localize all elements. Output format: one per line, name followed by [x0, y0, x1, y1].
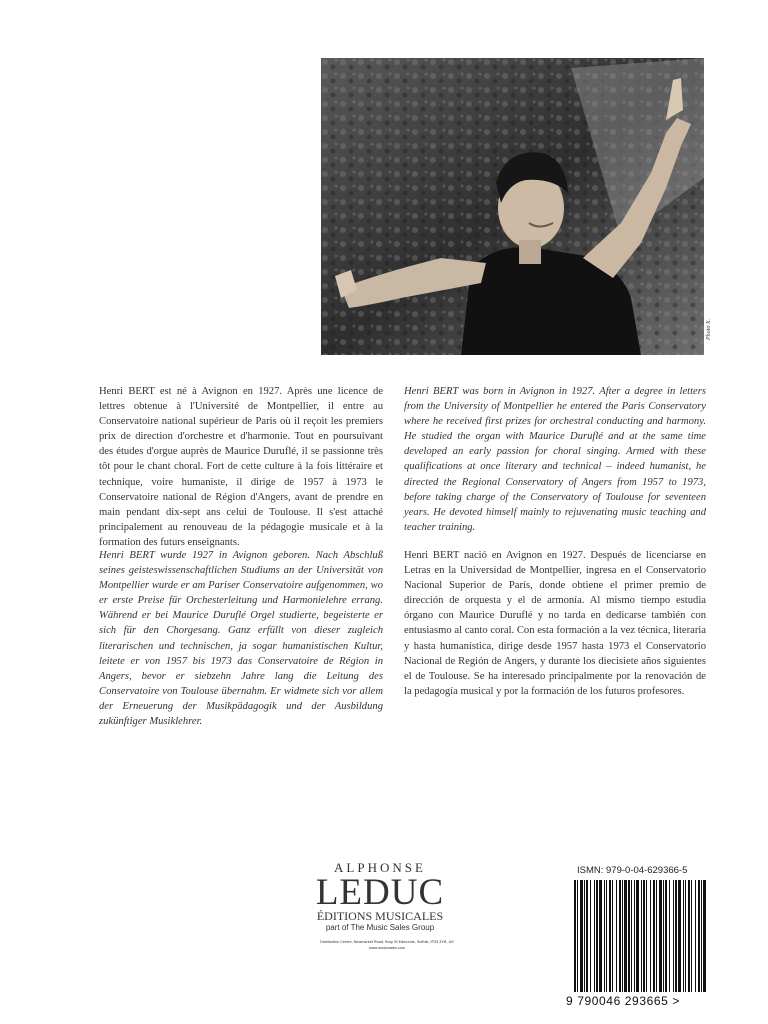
barcode-bar [650, 880, 651, 992]
barcode-bar [574, 880, 576, 992]
barcode-bar [683, 880, 684, 992]
barcode-bar [653, 880, 655, 992]
barcode-bar [612, 880, 613, 992]
barcode-bar [673, 880, 674, 992]
barcode-bar [685, 880, 686, 992]
barcode-bar [580, 880, 583, 992]
barcode-bar [701, 880, 702, 992]
barcode-bar [594, 880, 595, 992]
barcode-bar [586, 880, 588, 992]
barcode-bar [695, 880, 696, 992]
publisher-name-line2: LEDUC [315, 872, 445, 913]
ismn-number: ISMN: 979-0-04-629366-5 [577, 865, 688, 876]
biography-french: Henri BERT est né à Avignon en 1927. Après une licence de lettres obtenue à l'Université de Montpellier, il entre au Conservatoire national supérieur de Paris où il reçoit les premiers prix de direction d'orchestre et d'harmonie. Tout en poursuivant des études d'orgue auprès de Maurice Duruflé, il se passionne très tôt pour le chant choral. Fort de cette culture à la fois littéraire et technique, voire humaniste, il dirige de 1957 à 1973 le Conservatoire national de Région d'Angers, avant de prendre en main pendant dix-sept ans celui de Toulouse. Il s'est attaché principalement au renouveau de la pédagogie musicale et à la formation des futurs enseignants. [99, 386, 383, 548]
barcode-bar [584, 880, 585, 992]
barcode-bar [577, 880, 578, 992]
barcode-bar [609, 880, 611, 992]
barcode-bar [634, 880, 635, 992]
barcode-bar [663, 880, 664, 992]
barcode-bar [628, 880, 630, 992]
barcode-bar [590, 880, 591, 992]
barcode-bar [659, 880, 662, 992]
barcode-bar [665, 880, 667, 992]
publisher-distribution-address: Distribution Centre, Newmarket Road, Bury St Edmunds, Suffolk, IP33 3YB, UK [320, 940, 454, 944]
conductor-photo [321, 58, 704, 355]
barcode-bar [622, 880, 623, 992]
biography-english: Henri BERT was born in Avignon in 1927. After a degree in letters from the University of Montpellier he entered the Paris Conservatory where he received first prizes for orchestral conducting and harmony. He studied the organ with Maurice Duruflé and at the same time developed an early passion for choral singing. Armed with these qualifications at once literary and technical – indeed humanist, he directed the Regional Conservatory of Angers from 1957 to 1973, before taking charge of the Conservatory of Toulouse for seventeen years. He devoted himself mainly to rejuvenating music teaching and teacher training. [404, 386, 706, 533]
barcode-bar [698, 880, 700, 992]
publisher-website: www.musicsales.com [368, 946, 406, 950]
barcode-digits: 9 790046 293665 > [566, 994, 680, 1008]
barcode-bar [688, 880, 690, 992]
barcode-bar [678, 880, 681, 992]
biography-spanish: Henri BERT nació en Avignon en 1927. Después de licenciarse en Letras en la Universidad de Montpellier, ingresa en el Conservatorio Nacional Superior de París, donde obtiene el primer premio de dirección de orquesta y el de armonía. Al mismo tiempo estudia órgano con Maurice Duruflé y no tarda en dedicarse también con entusiasmo al canto coral. Con esta formación a la vez técnica, literaria y hasta humanística, dirige desde 1957 hasta 1973 el Conservatorio Nacional de Región de Angers, y durante los diecisiete años siguientes el de Toulouse. Se ha interesado principalmente por la renovación de la pedagogía musical y por la formación de los futuros profesores. [404, 550, 706, 697]
barcode [574, 880, 706, 992]
barcode-bar [656, 880, 657, 992]
barcode-bar [606, 880, 607, 992]
biography-german: Henri BERT wurde 1927 in Avignon geboren. Nach Abschluß seines geisteswissenschaftlichen Studiums an der Universität von Montpellier wurde er am Pariser Conservatoire aufgenommen, wo er erste Preise für Orchesterleitung und Harmonielehre errang. Während er bei Maurice Duruflé Orgel studierte, begeisterte er sich für den Chorgesang. Ganz erfüllt von dieser zugleich literarischen und technischen, ja sogar humanistischen Kultur, leitete er von 1957 bis 1973 das Conservatoire de Région in Angers, bevor er siebzehn Jahre lang die Leitung des Conservatoire von Toulouse übernahm. Er widmete sich vor allem der Erneuerung der Musikpädagogik und der Ausbildung zukünftiger Musiklehrer. [99, 550, 383, 728]
barcode-bar [646, 880, 647, 992]
photo-credit: Photo X. [706, 319, 712, 340]
barcode-bar [599, 880, 602, 992]
barcode-bar [619, 880, 621, 992]
barcode-bar [703, 880, 706, 992]
publisher-editions: ÉDITIONS MUSICALES [316, 909, 444, 923]
barcode-bar [631, 880, 632, 992]
barcode-bar [604, 880, 605, 992]
conductor-photo-graphic [321, 58, 704, 355]
barcode-bar [616, 880, 617, 992]
barcode-bar [675, 880, 677, 992]
barcode-bar [596, 880, 598, 992]
barcode-bar [669, 880, 670, 992]
publisher-name-line1: ALPHONSE [334, 860, 426, 875]
publisher-group: part of The Music Sales Group [325, 923, 435, 932]
barcode-bar [624, 880, 627, 992]
barcode-bar [641, 880, 642, 992]
publisher-logo [300, 860, 460, 933]
barcode-bar [691, 880, 692, 992]
barcode-bar [636, 880, 639, 992]
barcode-bar [643, 880, 645, 992]
